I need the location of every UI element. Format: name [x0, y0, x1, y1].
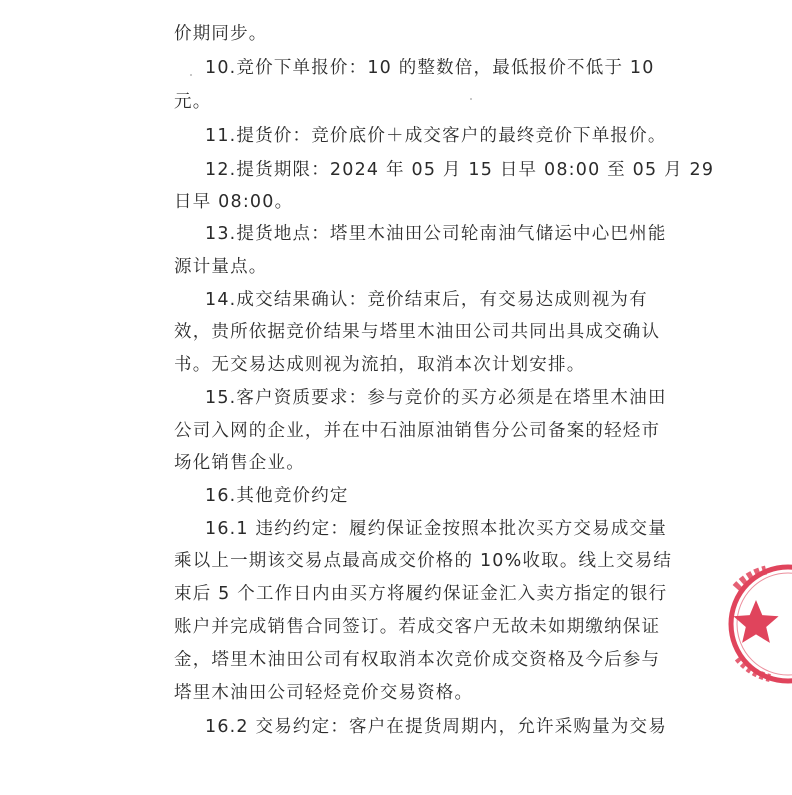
text-line: 源计量点。 [174, 257, 268, 277]
scan-speck [470, 98, 472, 100]
text-line: 书。无交易达成则视为流拍，取消本次计划安排。 [174, 355, 586, 375]
text-line: 16.1 违约约定：履约保证金按照本批次买方交易成交量 [205, 519, 667, 539]
text-line: 15.客户资质要求：参与竞价的买方必须是在塔里木油田 [205, 388, 667, 408]
text-line: 乘以上一期该交易点最高成交价格的 10%收取。线上交易结 [174, 551, 673, 571]
text-line: 效，贵所依据竞价结果与塔里木油田公司共同出具成交确认 [174, 322, 661, 342]
text-line: 11.提货价：竞价底价＋成交客户的最终竞价下单报价。 [205, 126, 667, 146]
text-line: 元。 [174, 92, 212, 112]
text-line: 账户并完成销售合同签订。若成交客户无故未如期缴纳保证 [174, 617, 661, 637]
text-line: 场化销售企业。 [174, 453, 305, 473]
text-line: 12.提货期限：2024 年 05 月 15 日早 08:00 至 05 月 29 [205, 160, 715, 180]
text-line: 公司入网的企业，并在中石油原油销售分公司备案的轻烃市 [174, 421, 661, 441]
text-line: 金，塔里木油田公司有权取消本次竞价成交资格及今后参与 [174, 650, 661, 670]
scan-speck [190, 74, 192, 76]
official-seal [726, 562, 792, 686]
text-line: 10.竞价下单报价：10 的整数倍，最低报价不低于 10 [205, 58, 655, 78]
text-line: 塔里木油田公司轻烃竞价交易资格。 [174, 683, 474, 703]
section-heading: 16.其他竞价约定 [205, 486, 349, 506]
text-line: 16.2 交易约定：客户在提货周期内，允许采购量为交易 [205, 717, 667, 737]
text-line: 14.成交结果确认：竞价结束后，有交易达成则视为有 [205, 290, 648, 310]
text-line: 束后 5 个工作日内由买方将履约保证金汇入卖方指定的银行 [174, 584, 668, 604]
text-line: 日早 08:00。 [174, 192, 294, 212]
text-line: 价期同步。 [174, 24, 268, 44]
text-line: 13.提货地点：塔里木油田公司轮南油气储运中心巴州能 [205, 224, 667, 244]
